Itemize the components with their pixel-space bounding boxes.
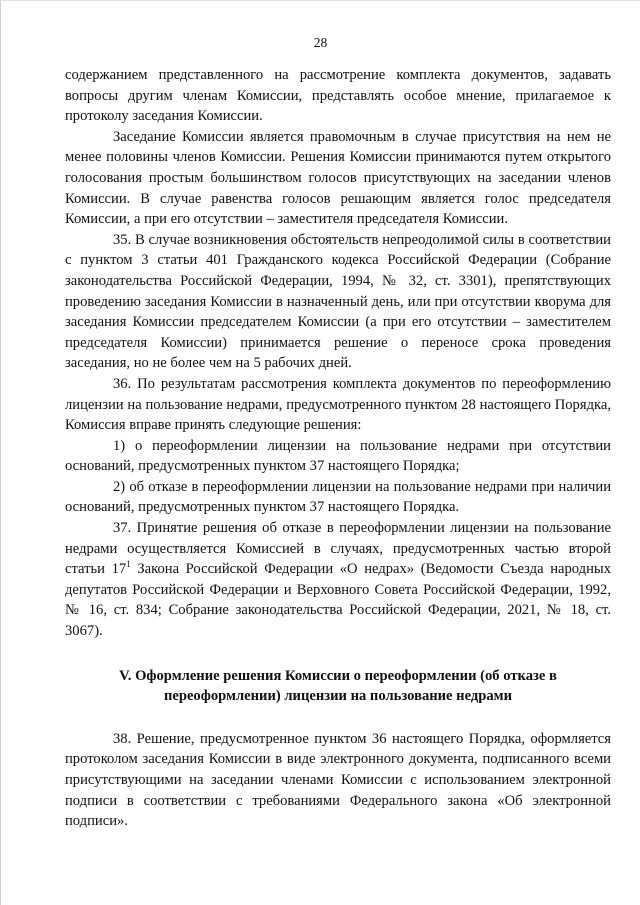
paragraph-37-part-1: 37. Принятие решения об отказе в переоформлении лицензии на пользование недрами осуществляется Комиссией в случаях, предусмотренных частью второй статьи 17 — [65, 520, 611, 578]
paragraph-35: 35. В случае возникновения обстоятельств непреодолимой силы в соответствии с пунктом 3 статьи 401 Гражданского кодекса Российской Федерации (Собрание законодательства Российской Федерации, 1994, № 32, ст. 3301), препятствующих проведению заседания Комиссии в назначенный день, или при отсутствии кворума для заседания Комиссии председателем Комиссии (а при его отсутствии – заместителем председателя Комиссии) принимается решение о переносе срока проведения заседания, но не более чем на 5 рабочих дней. — [65, 231, 611, 372]
paragraph-37-part-2: Закона Российской Федерации «О недрах» (Ведомости Съезда народных депутатов Российской Федерации и Верховного Совета Российской Федерации, 1992, № 16, ст. 834; Собрание законодательства Российской Федерации, 2021, № 18, ст. 3067). — [65, 561, 612, 640]
paragraph-36-item-2: 2) об отказе в переоформлении лицензии на пользование недрами при наличии оснований, предусмотренных пунктом 37 настоящего Порядка. — [65, 478, 611, 516]
paragraph-37 — [65, 518, 611, 642]
section-v-heading — [65, 666, 611, 707]
page-number: 28 — [313, 35, 328, 50]
paragraph-continuation: содержанием представленного на рассмотрение комплекта документов, задавать вопросы другим членам Комиссии, представлять особое мнение, прилагаемое к протоколу заседания Комиссии. — [65, 67, 611, 125]
paragraph-quorum: Заседание Комиссии является правомочным в случае присутствия на нем не менее половины членов Комиссии. Решения Комиссии принимаются путем открытого голосования простым большинством голосов присутствующих на заседании членов Комиссии. В случае равенства голосов решающим является голос председателя Комиссии, а при его отсутствии – заместителя председателя Комиссии. — [65, 128, 611, 228]
paragraph-36-item-1: 1) о переоформлении лицензии на пользование недрами при отсутствии оснований, предусмотренных пунктом 37 настоящего Порядка; — [65, 437, 611, 475]
paragraph-37-superscript: 1 — [126, 559, 131, 570]
document-body — [65, 65, 611, 832]
section-v-heading-line-2: переоформлении) лицензии на пользование недрами — [163, 688, 513, 705]
paragraph-36: 36. По результатам рассмотрения комплекта документов по переоформлению лицензии на пользование недрами, предусмотренного пунктом 28 настоящего Порядка, Комиссия вправе принять следующие решения: — [65, 375, 611, 434]
paragraph-38: 38. Решение, предусмотренное пунктом 36 настоящего Порядка, оформляется протоколом заседания Комиссии в виде электронного документа, подписанного всеми присутствующими на заседании членами Комиссии с использованием электронной подписи в соответствии с требованиями Федерального закона «Об электронной подписи». — [65, 730, 611, 830]
section-v-heading-line-1: V. Оформление решения Комиссии о переоформлении (об отказе в — [119, 667, 557, 684]
